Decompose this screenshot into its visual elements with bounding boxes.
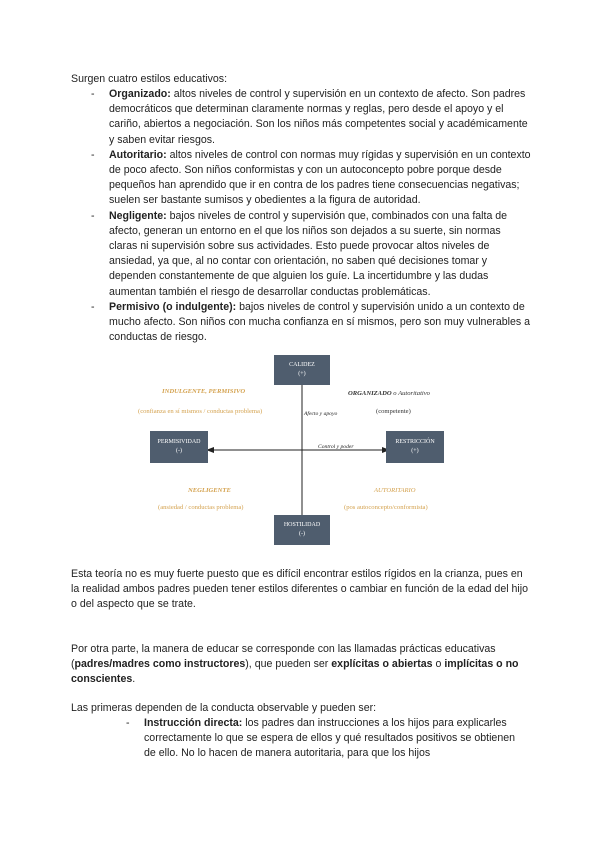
parenting-styles-diagram (128, 355, 468, 545)
style-text: altos niveles de control con normas muy rígidas y supervisión en un contexto de poco afecto. Son niños conformistas y con un autoconcepto pobre porque desde pequeños han aprendido que ir en contra de los padres tiene consecuencias negativas; suelen ser bastante sumisos y obedientes a la figura de autoridad. (109, 148, 531, 207)
list-item: - Organizado: altos niveles de control y supervisión en un contexto de afecto. Son padres democráticos que determinan claramente normas y reglas, pero desde el apoyo y el cariño, abiertos a negociación. Son los niños más competentes social y académicamente y saben evitar riesgos. (91, 88, 528, 146)
style-term: Organizado: (109, 88, 171, 100)
intro-text: Surgen cuatro estilos educativos: (71, 73, 228, 85)
paragraph-theory: Esta teoría no es muy fuerte puesto que es difícil encontrar estilos rígidos en la crianza, pues en la realidad ambos padres pueden tener estilos diferentes o cambiar en función de la edad del hijo o del aspecto que se trate. (71, 568, 529, 611)
practices-list (100, 716, 520, 762)
practice-term: Instrucción directa: (144, 717, 243, 729)
vertical-axis-label: Afecto y apoyo (304, 411, 338, 417)
paragraph-first-practices: Las primeras dependen de la conducta observable y pueden ser: (71, 702, 377, 714)
box-calidez: CALIDEZ (+) (274, 355, 330, 385)
quadrant-autoritario-title: AUTORITARIO (374, 487, 416, 494)
list-item: - Autoritario: altos niveles de control con normas muy rígidas y supervisión en un contexto de poco afecto. Son niños conformistas y con un autoconcepto pobre porque desde pequeños han aprendido que ir en contra de los padres tiene consecuencias negativas; suelen ser bastante sumisos y obedientes a la figura de autoridad. (91, 148, 531, 207)
style-term: Permisivo (o indulgente): (109, 300, 237, 313)
quadrant-negligente-desc: (ansiedad / conductas problema) (158, 504, 244, 511)
paragraph-practices: Por otra parte, la manera de educar se corresponde con las llamadas prácticas educativas (padres/madres como instructores), que pueden ser explícitas o abiertas o implícitas o no conscientes. (71, 643, 519, 686)
quadrant-indulgente-title: INDULGENTE, PERMISIVO (162, 388, 246, 395)
list-item: - Negligente: bajos niveles de control y supervisión que, combinados con una falta de afecto, generan un entorno en el que los niños son dejados a su suerte, sin normas claras ni supervisión sobre sus actividades. Esto puede provocar altos niveles de ansiedad, ya que, al no contar con orientación, no saben qué decisiones tomar y dependen constantemente de que alguien los guíe. La incertidumbre y las dudas aumentan también el riesgo de desarrollar conductas problemáticas. (91, 209, 508, 298)
quadrant-organizado-title: ORGANIZADO o Autoritativo (348, 390, 430, 397)
style-term: Negligente: (109, 209, 167, 222)
list-item: - Instrucción directa: los padres dan instrucciones a los hijos para explicarles correctamente lo que se espera de ellos y qué resultados positivos se obtienen de ello. No lo hacen de manera autoritaria, para que los hijos (126, 717, 516, 760)
style-text: bajos niveles de control y supervisión unido a un contexto de mucho afecto. Son niños con mucha confianza en sí mismos, pero son muy vulnerables a conductas de riesgo. (109, 300, 531, 344)
quadrant-autoritario-desc: (pos autoconcepto/conformista) (344, 504, 428, 511)
box-permisividad: PERMISIVIDAD (-) (150, 431, 208, 463)
horizontal-axis-label: Control y poder (318, 444, 354, 450)
style-term: Autoritario: (109, 148, 167, 161)
quadrant-indulgente-desc: (confianza en sí mismos / conductas problema) (138, 408, 263, 415)
styles-list (71, 87, 531, 345)
box-hostilidad: HOSTILIDAD (-) (274, 515, 330, 545)
style-text: altos niveles de control y supervisión en un contexto de afecto. Son padres democráticos que determinan claramente normas y reglas, pero desde el apoyo y el cariño, abiertos a negociación. Son los niños más competentes social y académicamente y saben evitar riesgos. (109, 88, 528, 146)
practice-text: los padres dan instrucciones a los hijos para explicarles correctamente lo que se espera de ellos y qué resultados positivos se obtienen de ello. No lo hacen de manera autoritaria, para que los hijos (144, 717, 516, 760)
box-restriccion: RESTRICCIÓN (+) (386, 431, 444, 463)
quadrant-negligente-title: NEGLIGENTE (188, 487, 231, 494)
style-text: bajos niveles de control y supervisión que, combinados con una falta de afecto, generan un entorno en el que los niños son dejados a su suerte, sin normas claras ni supervisión sobre sus actividades. Esto puede provocar altos niveles de ansiedad, ya que, al no contar con orientación, no saben qué decisiones tomar y dependen constantemente de que alguien los guíe. La incertidumbre y las dudas aumentan también el riesgo de desarrollar conductas problemáticas. (109, 209, 508, 298)
list-item: - Permisivo (o indulgente): bajos niveles de control y supervisión unido a un contexto de mucho afecto. Son niños con mucha confianza en sí mismos, pero son muy vulnerables a conductas de riesgo. (91, 300, 531, 344)
quadrant-organizado-desc: (competente) (376, 408, 411, 415)
